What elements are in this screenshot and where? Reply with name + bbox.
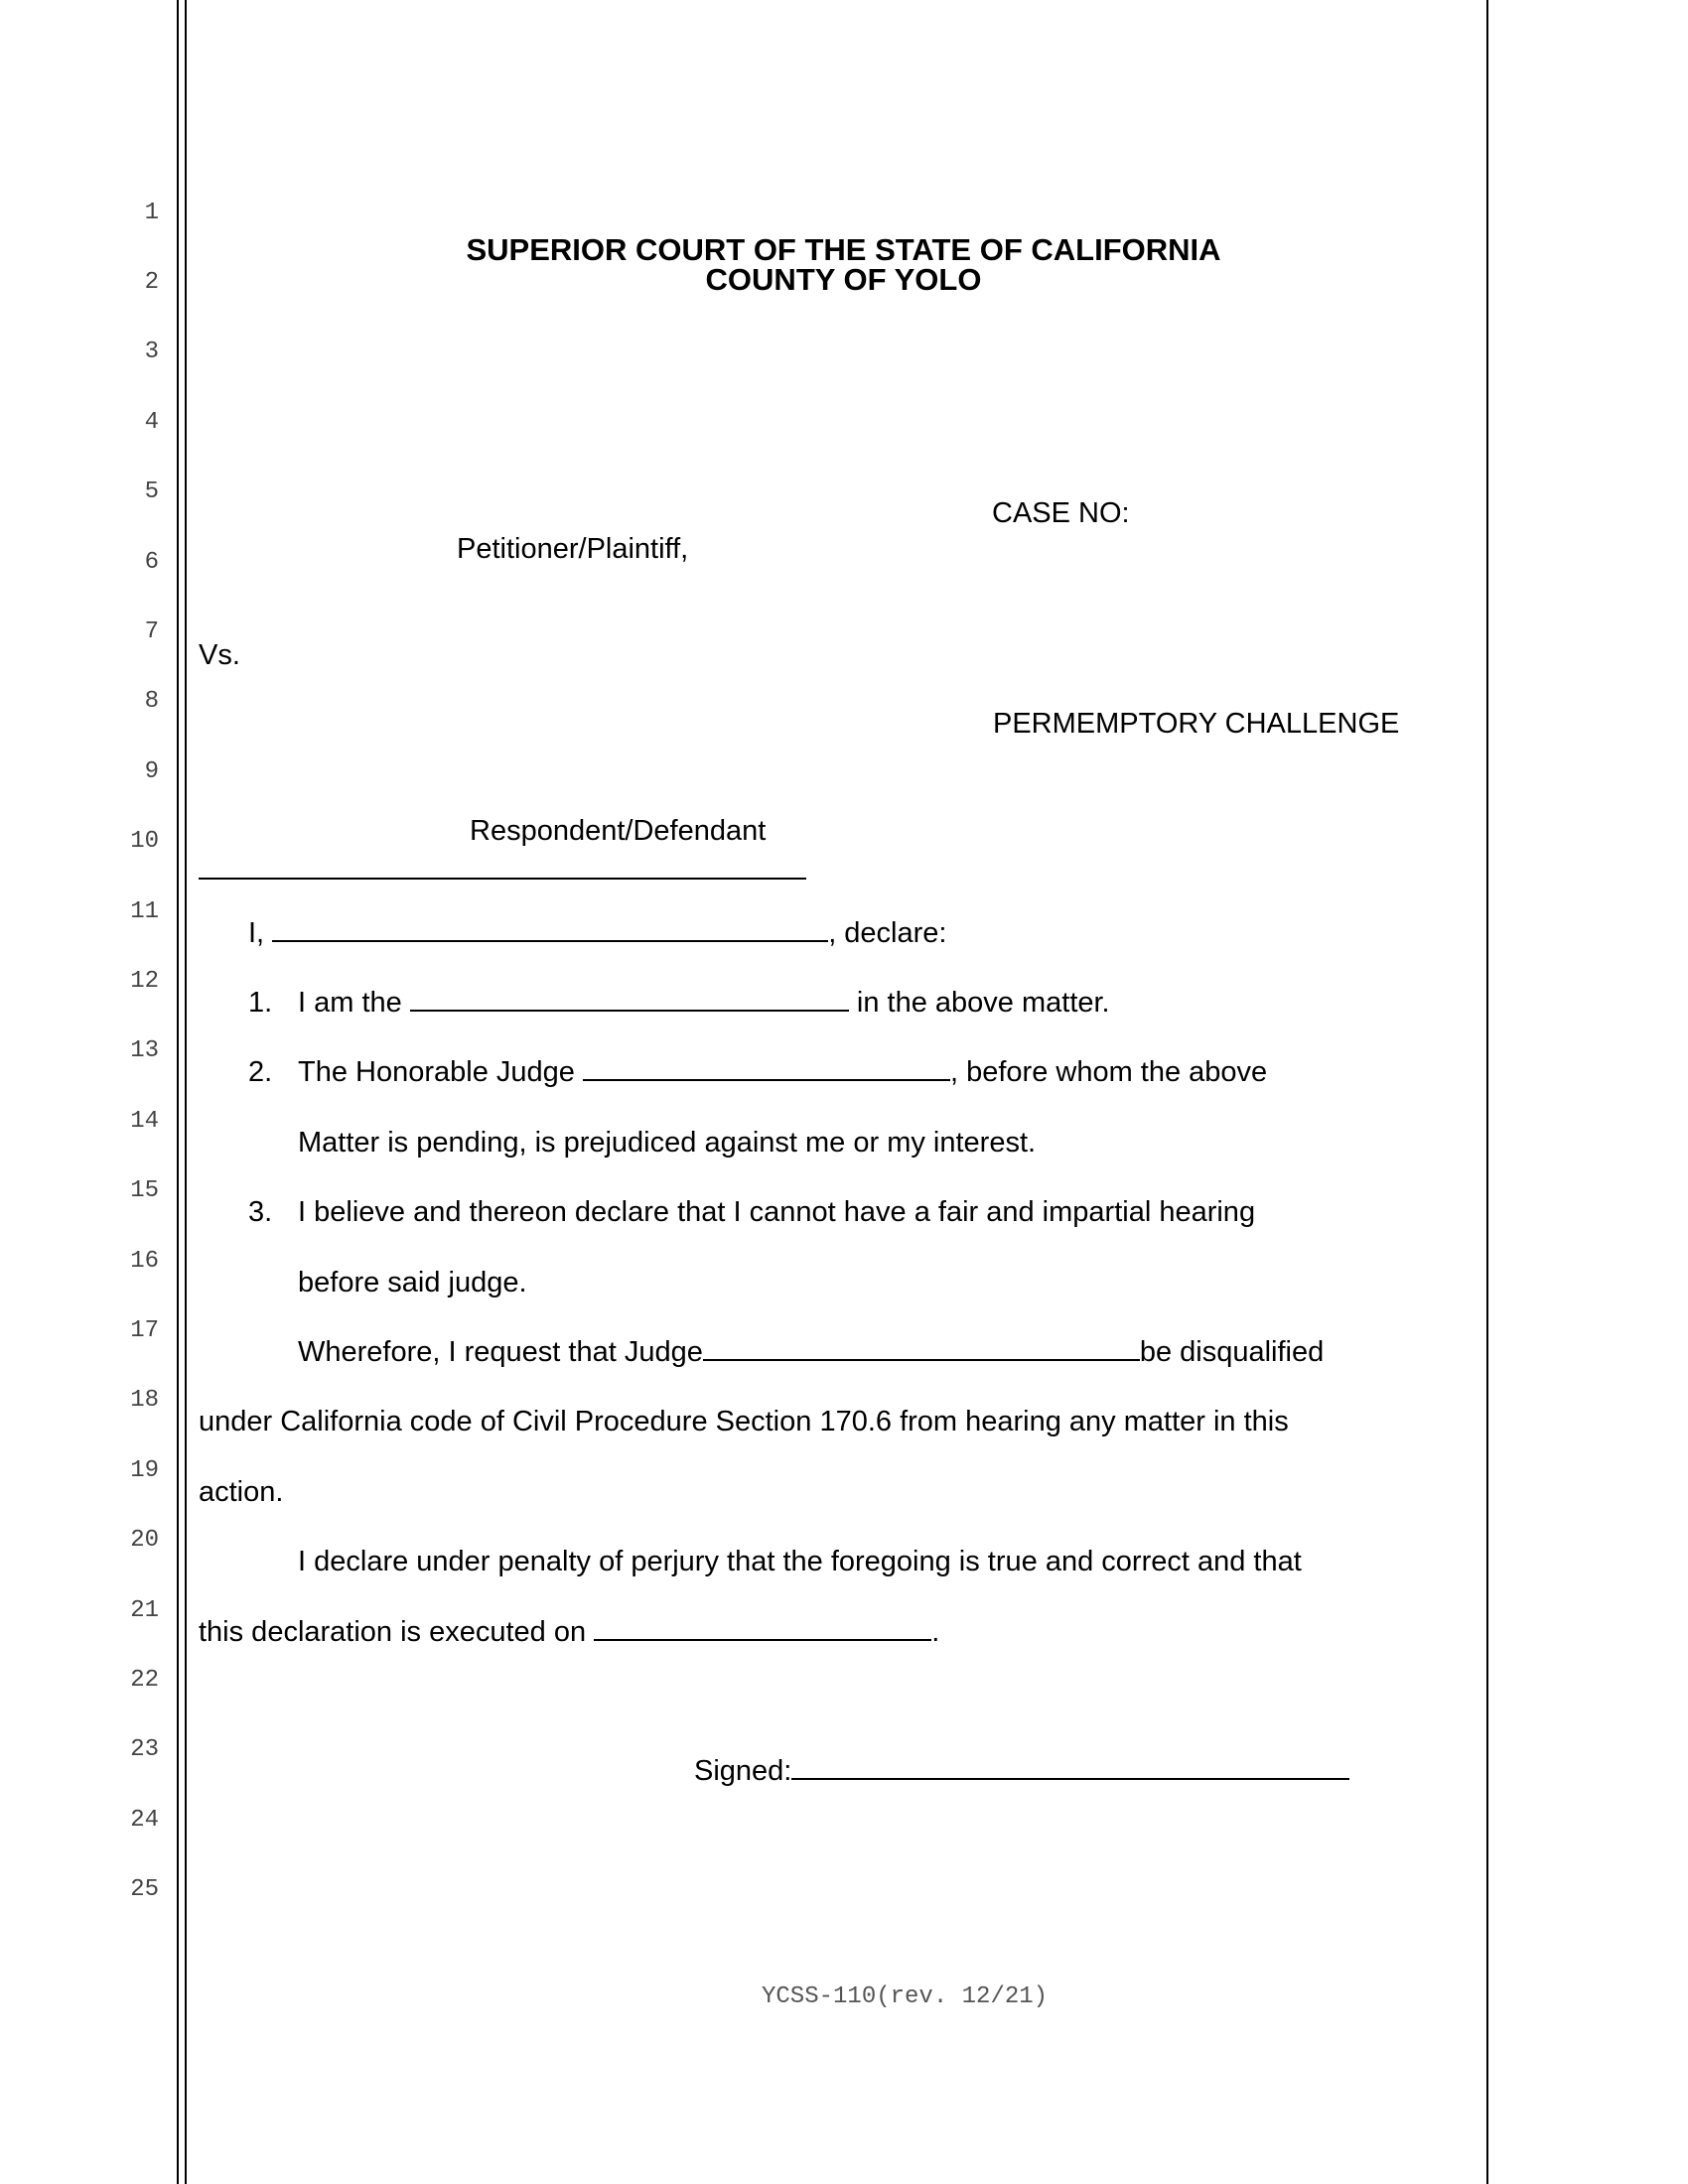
line-number: 21 xyxy=(130,1597,159,1624)
court-title: SUPERIOR COURT OF THE STATE OF CALIFORNIA xyxy=(466,232,1221,267)
line-number: 3 xyxy=(144,339,159,365)
item1-number: 1. xyxy=(248,987,273,1019)
line-number: 25 xyxy=(130,1876,159,1903)
wherefore-end: action. xyxy=(199,1476,284,1508)
item3-number: 3. xyxy=(248,1196,273,1228)
execution-suffix: . xyxy=(931,1616,940,1648)
signature-field[interactable] xyxy=(791,1754,1349,1780)
line-number: 4 xyxy=(144,409,159,436)
item2-number: 2. xyxy=(248,1056,273,1088)
execution-prefix: this declaration is executed on xyxy=(199,1616,587,1648)
disqualified-judge-field[interactable] xyxy=(703,1335,1140,1361)
left-margin-rule-outer xyxy=(177,0,179,2184)
left-margin-rule-inner xyxy=(185,0,187,2184)
line-number: 1 xyxy=(144,200,159,226)
execution-date-field[interactable] xyxy=(594,1615,931,1641)
right-margin-rule xyxy=(1486,0,1488,2184)
declarant-suffix: , declare: xyxy=(828,917,947,949)
petitioner-label: Petitioner/Plaintiff, xyxy=(457,533,689,565)
signed-label: Signed: xyxy=(694,1755,792,1787)
line-number: 12 xyxy=(130,968,159,995)
county-title: COUNTY OF YOLO xyxy=(705,262,982,297)
item3-continuation: before said judge. xyxy=(298,1267,527,1298)
perjury-line: I declare under penalty of perjury that the foregoing is true and correct and that xyxy=(298,1546,1302,1577)
wherefore-continuation: under California code of Civil Procedure Section 170.6 from hearing any matter in this xyxy=(199,1406,1289,1437)
wherefore-prefix: Wherefore, I request that Judge xyxy=(298,1336,703,1368)
signature-line xyxy=(694,1754,1349,1788)
item1-prefix: I am the xyxy=(298,987,402,1019)
declarant-line xyxy=(248,916,946,950)
declarant-role-field[interactable] xyxy=(410,986,849,1012)
item2-continuation: Matter is pending, is prejudiced against me or my interest. xyxy=(298,1127,1037,1159)
line-number: 16 xyxy=(130,1248,159,1275)
line-number: 23 xyxy=(130,1736,159,1763)
wherefore-suffix: be disqualified xyxy=(1139,1336,1325,1368)
line-number: 10 xyxy=(130,828,159,855)
line-number: 7 xyxy=(144,618,159,645)
line-number: 2 xyxy=(144,269,159,296)
line-number: 17 xyxy=(130,1317,159,1344)
line-number: 8 xyxy=(144,688,159,715)
execution-line xyxy=(199,1615,939,1649)
case-no-label: CASE NO: xyxy=(992,497,1130,529)
caption-divider xyxy=(199,878,806,880)
line-number: 11 xyxy=(130,898,159,925)
versus-label: Vs. xyxy=(199,639,240,671)
line-number: 18 xyxy=(130,1387,159,1414)
line-number: 14 xyxy=(130,1108,159,1135)
declarant-prefix: I, xyxy=(248,917,265,949)
line-number: 19 xyxy=(130,1457,159,1484)
line-number: 20 xyxy=(130,1527,159,1554)
judge-name-field[interactable] xyxy=(583,1055,950,1081)
line-number: 9 xyxy=(144,758,159,785)
item2-prefix: The Honorable Judge xyxy=(298,1056,575,1088)
item1-line xyxy=(298,986,1110,1020)
item2-line xyxy=(298,1055,1267,1089)
item2-suffix: , before whom the above xyxy=(949,1056,1268,1088)
declarant-name-field[interactable] xyxy=(272,916,828,942)
form-id: YCSS-110(rev. 12/21) xyxy=(762,1983,1049,2010)
line-number: 15 xyxy=(130,1177,159,1204)
line-number: 6 xyxy=(144,549,159,576)
line-number: 13 xyxy=(130,1037,159,1064)
item1-suffix: in the above matter. xyxy=(856,987,1110,1019)
wherefore-line xyxy=(298,1335,1324,1369)
line-number: 5 xyxy=(144,478,159,505)
item3-line: I believe and thereon declare that I cannot have a fair and impartial hearing xyxy=(298,1196,1256,1228)
document-title: PERMEMPTORY CHALLENGE xyxy=(993,708,1400,740)
line-number: 22 xyxy=(130,1667,159,1694)
respondent-label: Respondent/Defendant xyxy=(470,815,767,847)
line-number: 24 xyxy=(130,1807,159,1834)
